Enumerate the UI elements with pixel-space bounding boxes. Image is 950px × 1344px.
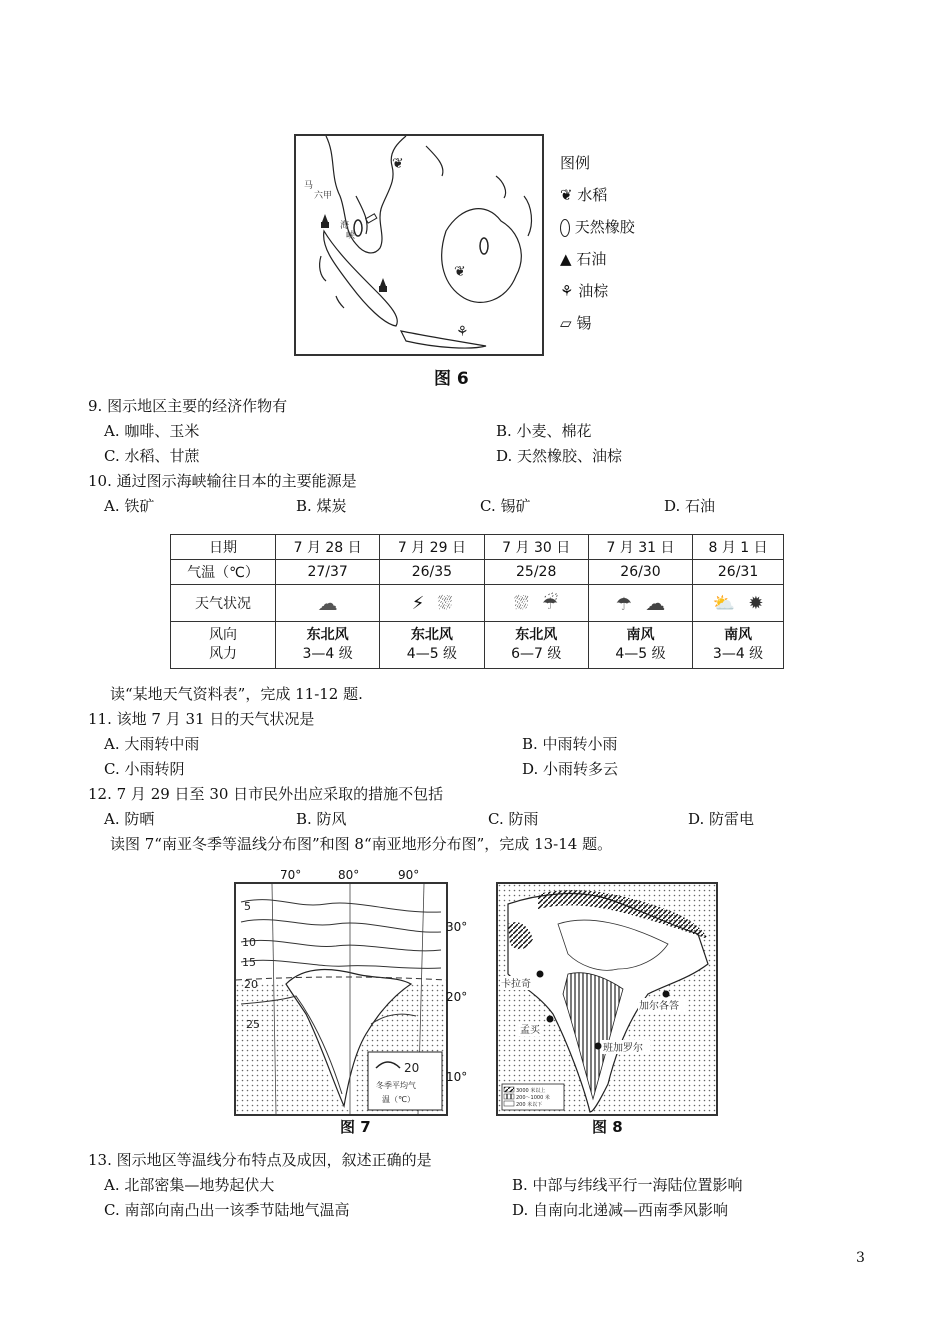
q9-option-c: C. 水稻、甘蔗 [104,447,200,465]
q9-option-d: D. 天然橡胶、油棕 [496,447,623,465]
legend-rubber [560,216,635,237]
heavy-rain-icon: ⛆ [514,592,529,614]
rubber-icon [560,219,570,237]
wind-cell [380,622,484,669]
q11-option-a: A. 大雨转中雨 [104,735,200,753]
wind-cell [276,622,380,669]
q12-option-b: B. 防风 [296,810,347,828]
q9-option-a: A. 咖啡、玉米 [104,422,200,440]
legend-rice-label: 水稻 [577,186,608,204]
wind-force: 6—7 级 [511,646,562,662]
fig6-map [294,134,544,356]
temp-cell: 26/35 [380,560,484,585]
fig6-map-drawing [296,136,542,354]
q12-stem: 12. 7 月 29 日至 30 日市民外出应采取的措施不包括 [88,785,444,803]
city-label-karachi: 卡拉奇 [501,979,531,990]
intro-11-12: 读“某地天气资料表”，完成 11-12 题. [110,685,363,703]
city-marker [547,1016,554,1023]
q10-option-c: C. 锡矿 [480,497,531,515]
weather-cell [484,585,588,622]
partly-cloudy-icon: ⛅ [712,592,736,614]
temp-cell: 27/37 [276,560,380,585]
oil-icon: ▲ [560,250,572,268]
q13-option-c: C. 南部向南凸出一该季节陆地气温高 [104,1201,350,1219]
q12-option-a: A. 防晒 [104,810,155,828]
wind-direction: 南风 [724,627,753,643]
weather-cell [276,585,380,622]
q9-option-b: B. 小麦、棉花 [496,422,592,440]
light-rain-icon: ☂ [615,594,632,615]
rubber-icon [480,238,488,254]
fig6-legend-title: 图例 [560,154,591,172]
legend-oil [560,248,606,269]
strait-label: 马 [304,181,314,191]
tin-icon [366,214,377,223]
fig8-caption: 图 8 [592,1118,623,1136]
wind-cell [588,622,692,669]
wind-direction-label: 风向 [209,627,237,643]
wind-direction: 东北风 [410,627,453,643]
wind-force: 4—5 级 [615,646,666,662]
city-marker [537,971,544,978]
isotherm-label: 25 [246,1018,260,1031]
q13-option-b: B. 中部与纬线平行一海陆位置影响 [512,1176,743,1194]
q12-option-c: C. 防雨 [488,810,539,828]
wind-direction: 南风 [626,627,655,643]
overcast-icon: ☁ [645,591,666,615]
city-marker [663,991,670,998]
moderate-rain-icon: ☔ [542,592,559,614]
legend-tin [560,312,591,333]
date-cell: 7 月 28 日 [276,535,380,560]
strait-label: 海 [340,221,350,231]
wind-force: 3—4 级 [712,646,764,662]
fig7-caption: 图 7 [340,1118,371,1136]
legend-palm-label: 油棕 [578,282,609,300]
isotherm-label: 20 [244,978,258,991]
wind-cell [484,622,588,669]
fig7-legend-text: 冬季平均气 [376,1081,416,1090]
table-head-wind [171,622,276,669]
palm-icon: ⚘ [560,282,574,300]
q9-stem: 9. 图示地区主要的经济作物有 [88,397,288,415]
fig6-caption: 图 6 [434,369,469,389]
fig7-map [234,882,448,1116]
temp-cell: 26/30 [588,560,692,585]
date-cell: 7 月 29 日 [380,535,484,560]
rice-icon: ❦ [560,186,573,204]
city-label-mumbai: 孟买 [520,1025,540,1036]
sunny-icon: ✹ [748,592,764,614]
wind-direction: 东北风 [306,627,349,643]
q12-option-d: D. 防雷电 [688,810,755,828]
q11-stem: 11. 该地 7 月 31 日的天气状况是 [88,710,315,728]
legend-oil-label: 石油 [576,250,607,268]
weather-table [170,534,784,669]
wind-force: 4—5 级 [406,646,458,662]
fig8-legend-label: 200 米以下 [516,1102,543,1108]
rice-icon: ❦ [392,156,404,172]
fig8-legend-label: 200～1000 米 [516,1095,550,1101]
longitude-label: 70° [280,868,302,882]
legend-rubber-label: 天然橡胶 [574,218,635,236]
thunder-icon: ⚡ [411,592,425,614]
tin-icon: ▱ [560,314,572,332]
rice-icon: ❦ [454,264,466,280]
q10-option-d: D. 石油 [664,497,716,515]
q11-option-d: D. 小雨转多云 [522,760,619,778]
q11-option-c: C. 小雨转阴 [104,760,185,778]
strait-label: 峡 [346,231,356,241]
longitude-label: 90° [398,868,420,882]
city-marker [595,1043,602,1050]
latitude-label: 10° [446,1070,468,1084]
fig7-map-drawing [236,884,446,1114]
weather-cell [588,585,692,622]
table-head-date: 日期 [171,535,276,560]
isotherm-label: 10 [242,936,256,949]
q10-option-a: A. 铁矿 [104,497,155,515]
date-cell: 8 月 1 日 [693,535,784,560]
legend-rice [560,184,607,205]
table-head-state: 天气状况 [171,585,276,622]
fig8-legend-label: 3000 米以上 [516,1088,546,1094]
fig7-legend-text: 温（℃） [382,1095,415,1104]
strait-label: 六甲 [314,191,333,201]
temp-cell: 25/28 [484,560,588,585]
wind-direction: 东北风 [515,627,558,643]
legend-tin-label: 锡 [576,314,592,332]
q10-option-b: B. 煤炭 [296,497,347,515]
fig8-map [496,882,718,1116]
table-head-temp: 气温（℃） [171,560,276,585]
page-number: 3 [856,1250,865,1266]
temp-cell: 26/31 [693,560,784,585]
q10-stem: 10. 通过图示海峡输往日本的主要能源是 [88,472,357,490]
heavy-rain-icon: ⛆ [437,592,453,614]
weather-cell [380,585,484,622]
rubber-icon [354,220,362,236]
wind-force-label: 风力 [209,646,237,662]
q13-option-a: A. 北部密集—地势起伏大 [104,1176,275,1194]
date-cell: 7 月 31 日 [588,535,692,560]
latitude-label: 30° [446,920,468,934]
oil-icon [379,278,387,292]
city-label-kolkata: 加尔各答 [639,1001,679,1012]
q13-stem: 13. 图示地区等温线分布特点及成因，叙述正确的是 [88,1151,432,1169]
wind-cell [693,622,784,669]
latitude-label: 20° [446,990,468,1004]
city-label-bangalore: 班加罗尔 [603,1043,643,1054]
isotherm-label: 15 [242,956,256,969]
q13-option-d: D. 自南向北递减—西南季风影响 [512,1201,729,1219]
q11-option-b: B. 中雨转小雨 [522,735,618,753]
date-cell: 7 月 30 日 [484,535,588,560]
oil-icon [321,214,329,228]
cloudy-icon: ☁ [317,591,338,615]
fig7-legend-value: 20 [404,1061,420,1075]
isotherm-label: 5 [244,900,251,913]
wind-force: 3—4 级 [302,646,353,662]
weather-cell [693,585,784,622]
legend-palm [560,280,608,301]
longitude-label: 80° [338,868,360,882]
palm-icon: ⚘ [456,324,469,340]
fig8-map-drawing [498,884,716,1114]
intro-13-14: 读图 7“南亚冬季等温线分布图”和图 8“南亚地形分布图”，完成 13-14 题。 [110,835,613,853]
